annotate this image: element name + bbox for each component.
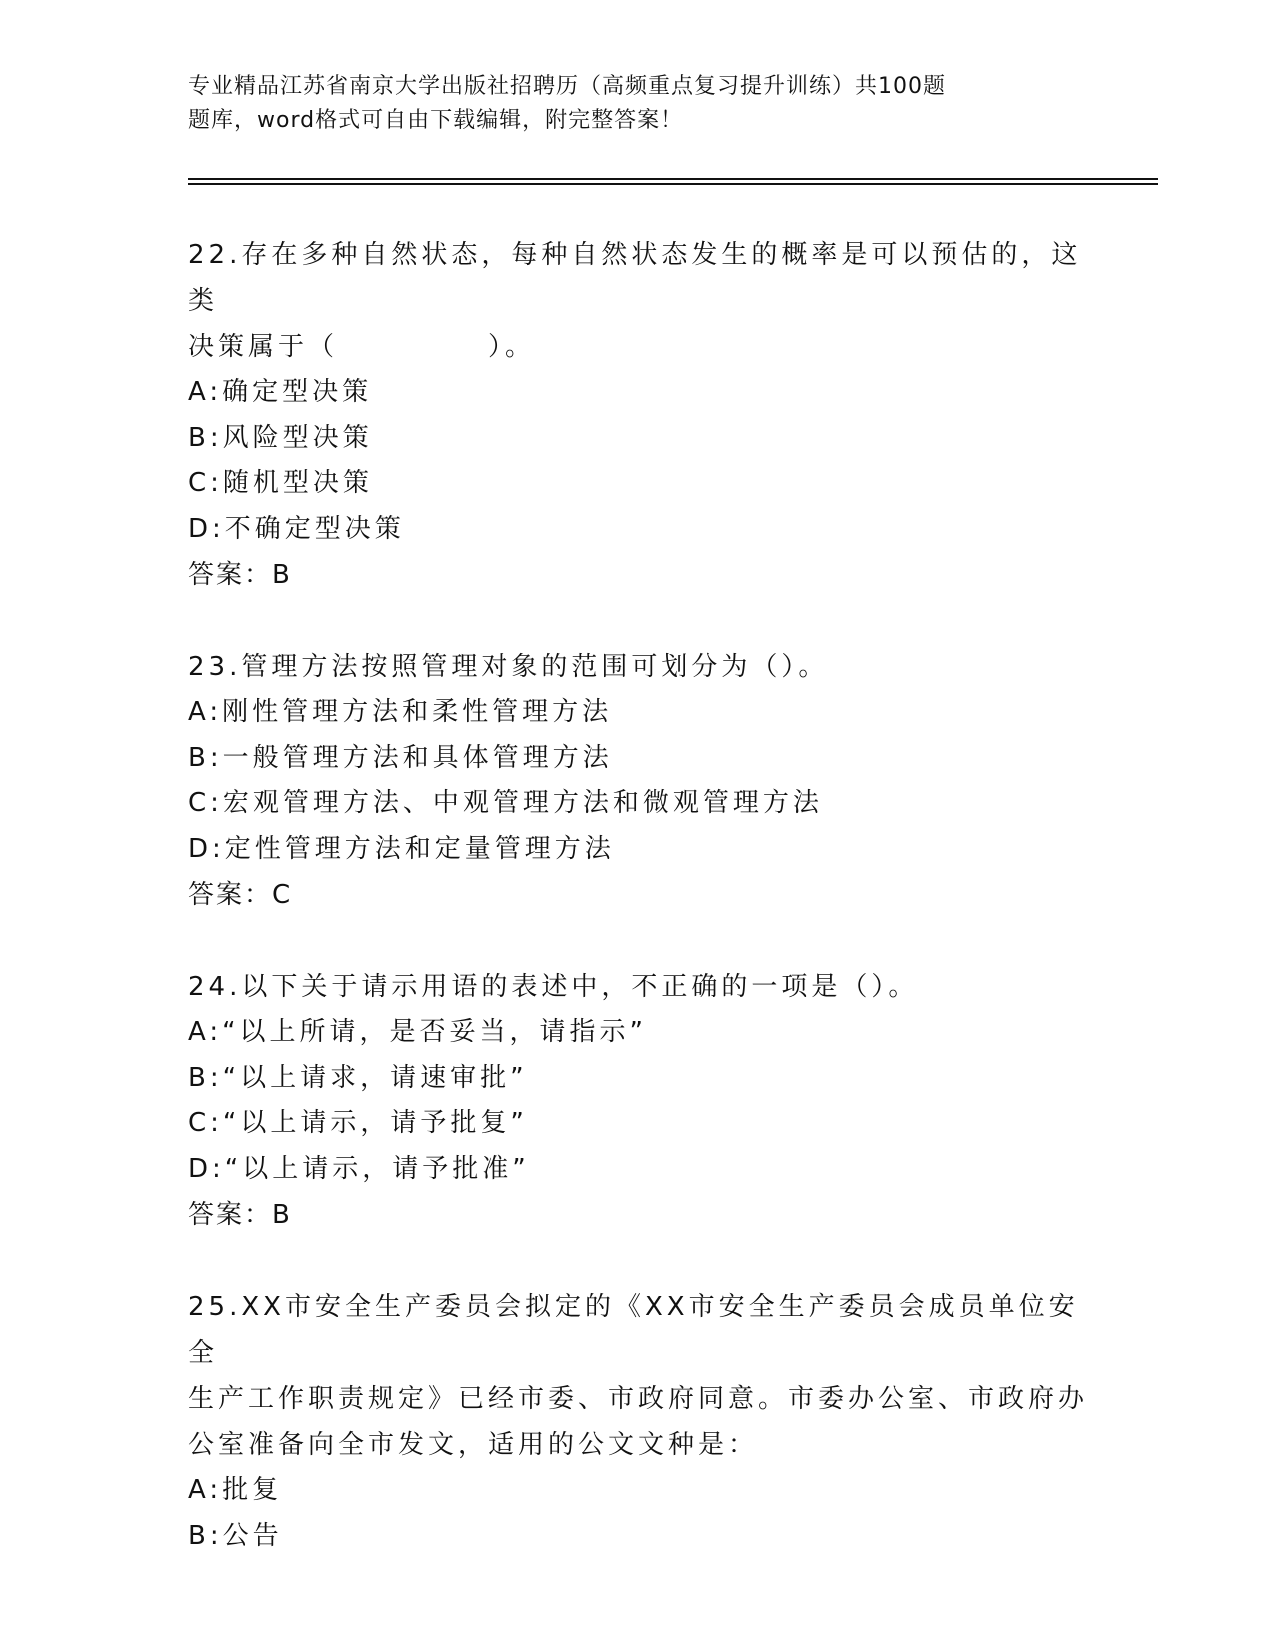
option-d: D:“以上请示，请予批准” — [188, 1153, 530, 1184]
option-b: B:“以上请求，请速审批” — [188, 1062, 528, 1093]
header-divider-bottom — [188, 183, 1158, 185]
option-b: B:风险型决策 — [188, 422, 373, 453]
answer-text: 答案：C — [188, 880, 293, 910]
option-c: C:“以上请示，请予批复” — [188, 1108, 528, 1138]
option-b: B:一般管理方法和具体管理方法 — [188, 742, 613, 773]
header-line-2: 题库，word格式可自由下载编辑，附完整答案！ — [188, 108, 684, 133]
answer-text: 答案：B — [188, 1200, 292, 1230]
document-header — [188, 70, 1048, 138]
question-stem-line: 22.存在多种自然状态，每种自然状态发生的概率是可以预估的，这类 — [188, 240, 1082, 316]
option-a: A:刚性管理方法和柔性管理方法 — [188, 697, 613, 727]
question-stem — [188, 964, 1088, 1010]
option-c: C:宏观管理方法、中观管理方法和微观管理方法 — [188, 788, 823, 818]
question-22 — [188, 232, 1088, 598]
question-stem-line: 24.以下关于请示用语的表述中，不正确的一项是（）。 — [188, 972, 919, 1002]
question-stem-line: 公室准备向全市发文，适用的公文文种是： — [188, 1430, 759, 1460]
question-list — [188, 232, 1088, 1605]
option-b: B:公告 — [188, 1520, 283, 1551]
question-stem — [188, 1284, 1088, 1468]
question-stem-line: 生产工作职责规定》已经市委、市政府同意。市委办公室、市政府办 — [188, 1384, 1089, 1414]
question-stem — [188, 232, 1088, 370]
question-23 — [188, 644, 1088, 918]
question-25 — [188, 1284, 1088, 1559]
option-d: D:定性管理方法和定量管理方法 — [188, 833, 615, 864]
option-a: A:批复 — [188, 1475, 283, 1505]
option-a: A:“以上所请，是否妥当，请指示” — [188, 1017, 648, 1047]
question-stem — [188, 644, 1088, 690]
question-stem-line: 决策属于（ ）。 — [188, 332, 536, 362]
option-a: A:确定型决策 — [188, 377, 373, 407]
option-d: D:不确定型决策 — [188, 513, 405, 544]
answer-text: 答案：B — [188, 560, 292, 590]
option-c: C:随机型决策 — [188, 468, 373, 498]
question-stem-line: 25.XX市安全生产委员会拟定的《XX市安全生产委员会成员单位安全 — [188, 1292, 1079, 1368]
question-stem-line: 23.管理方法按照管理对象的范围可划分为（）。 — [188, 652, 829, 682]
question-24 — [188, 964, 1088, 1238]
header-line-1: 专业精品江苏省南京大学出版社招聘历（高频重点复习提升训练）共100题 — [188, 74, 946, 99]
header-divider-top — [188, 178, 1158, 180]
